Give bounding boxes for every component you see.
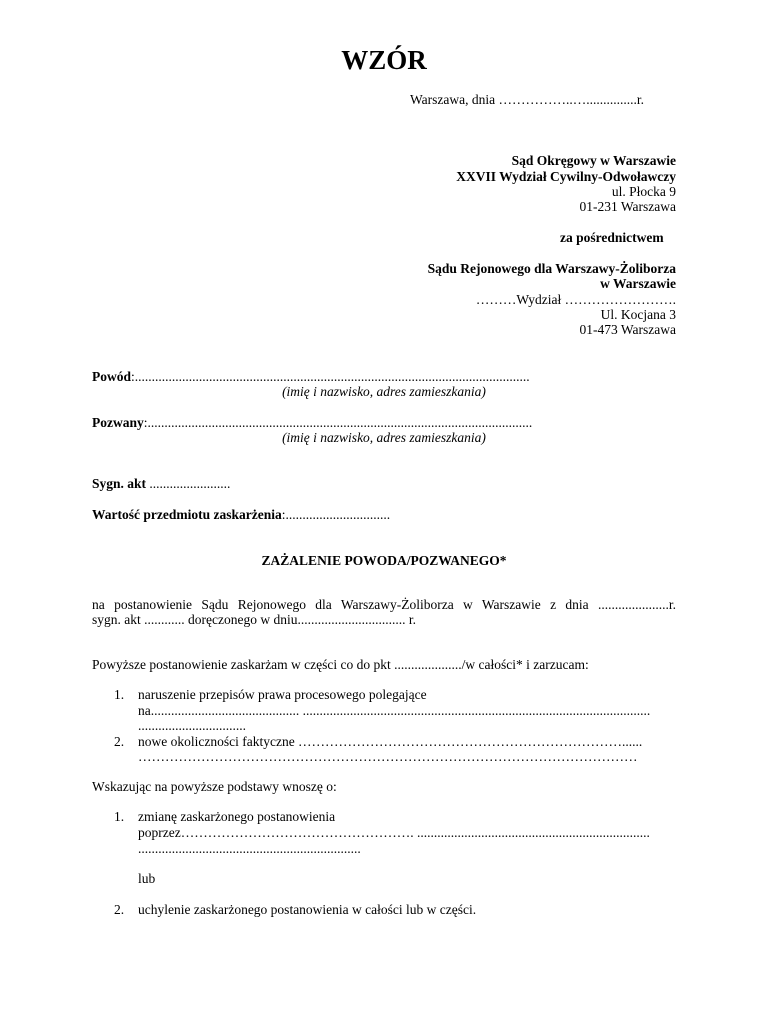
plaintiff-label: Powód bbox=[92, 369, 132, 384]
complaint-item-1-line-2: na............................................ ....................................................................................................... bbox=[138, 703, 651, 718]
lower-court-street: Ul. Kocjana 3 bbox=[600, 307, 676, 322]
request-item-1-line-1: zmianę zaskarżonego postanowienia bbox=[138, 809, 336, 824]
request-item-1-line-2: poprzez……………………………………………. ..................................................................... bbox=[138, 825, 650, 840]
complaint-item-1-number: 1. bbox=[114, 687, 125, 702]
defendant-hint: (imię i nazwisko, adres zamieszkania) bbox=[282, 430, 486, 445]
value-line bbox=[92, 507, 390, 523]
intro-line-1: na postanowienie Sądu Rejonowego dla Warszawy-Żoliborza w Warszawie z dnia .....................r. bbox=[92, 597, 676, 612]
court-street: ul. Płocka 9 bbox=[611, 184, 676, 199]
defendant-dots: :.................................................................................................................. bbox=[143, 415, 533, 430]
complaint-item-2-line-2: ………………………………………………………………………………………………… bbox=[138, 749, 638, 764]
defendant-label: Pozwany bbox=[92, 415, 144, 430]
complaint-item-1-line-1: naruszenie przepisów prawa procesowego polegające bbox=[138, 687, 427, 702]
intro-line-2: sygn. akt ............ doręczonego w dniu................................ r. bbox=[92, 612, 416, 627]
lower-court-name: Sądu Rejonowego dla Warszawy-Żoliborza bbox=[427, 261, 676, 276]
lower-court-city: 01-473 Warszawa bbox=[579, 322, 676, 337]
complaint-item-2-line-1: nowe okoliczności faktyczne ………………………………………………………………...... bbox=[138, 734, 643, 749]
complaint-item-1-line-3: ................................ bbox=[138, 718, 246, 733]
request-item-2-line-1: uchylenie zaskarżonego postanowienia w całości lub w części. bbox=[138, 902, 477, 917]
plaintiff-hint: (imię i nazwisko, adres zamieszkania) bbox=[282, 384, 486, 399]
request-or-label: lub bbox=[138, 871, 156, 886]
request-item-2-number: 2. bbox=[114, 902, 125, 917]
requests-lead: Wskazując na powyższe podstawy wnoszę o: bbox=[92, 779, 337, 794]
court-division: XXVII Wydział Cywilny-Odwoławczy bbox=[456, 169, 676, 184]
case-signature-dots: ........................ bbox=[146, 476, 231, 491]
case-signature-label: Sygn. akt bbox=[92, 476, 147, 491]
complaint-lead: Powyższe postanowienie zaskarżam w części co do pkt ..................../w całości* i zarzucam: bbox=[92, 657, 589, 672]
lower-court-name-2: w Warszawie bbox=[600, 276, 676, 291]
request-item-1-line-3: .................................................................. bbox=[138, 841, 361, 856]
date-line: Warszawa, dnia ……………..…...............r. bbox=[410, 92, 644, 107]
lower-court-division: ………Wydział ……………………. bbox=[475, 292, 676, 307]
via-label: za pośrednictwem bbox=[560, 230, 664, 245]
defendant-line bbox=[92, 415, 532, 431]
request-item-1-number: 1. bbox=[114, 809, 125, 824]
value-label: Wartość przedmiotu zaskarżenia bbox=[92, 507, 282, 522]
complaint-heading: ZAŻALENIE POWODA/POZWANEGO* bbox=[261, 553, 507, 568]
complaint-item-2-number: 2. bbox=[114, 734, 125, 749]
case-signature-line bbox=[92, 476, 230, 492]
court-city: 01-231 Warszawa bbox=[579, 199, 676, 214]
document-title: WZÓR bbox=[341, 45, 427, 75]
plaintiff-line bbox=[92, 369, 530, 385]
court-name: Sąd Okręgowy w Warszawie bbox=[511, 153, 676, 168]
plaintiff-dots: :..................................................................................................................... bbox=[131, 369, 530, 384]
value-dots: :............................... bbox=[281, 507, 391, 522]
